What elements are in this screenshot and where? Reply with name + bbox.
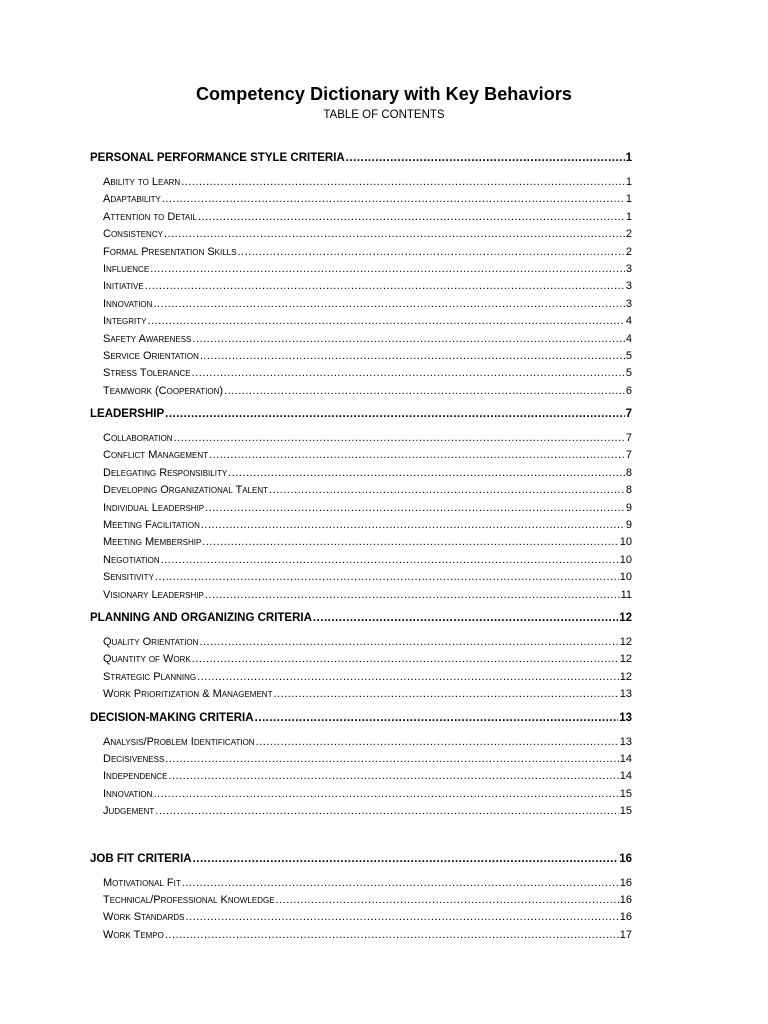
- toc-entry-label: Innovation: [103, 297, 153, 310]
- toc-entry-label: Integrity: [103, 315, 147, 328]
- toc-leader-dots: [209, 447, 625, 464]
- toc-entry[interactable]: [103, 191, 632, 208]
- toc-leader-dots: [165, 927, 619, 944]
- toc-leader-dots: [276, 892, 619, 909]
- toc-entry-label: Work Standards: [103, 911, 185, 924]
- toc-entry-page: 4: [625, 332, 632, 345]
- toc-leader-dots: [174, 430, 625, 447]
- toc-leader-dots: [228, 465, 625, 482]
- toc-entry-page: 4: [625, 315, 632, 328]
- toc-section-page: 12: [619, 611, 632, 624]
- toc-entry-page: 8: [625, 466, 632, 479]
- toc-section: [90, 849, 632, 945]
- toc-entry-label: Developing Organizational Talent: [103, 484, 269, 497]
- toc-section-label: DECISION-MAKING CRITERIA: [90, 711, 254, 724]
- toc-entry-label: Meeting Membership: [103, 536, 202, 549]
- document-title: Competency Dictionary with Key Behaviors: [195, 84, 573, 104]
- toc-leader-dots: [202, 534, 618, 551]
- toc-section-page: 13: [619, 711, 632, 724]
- toc-entry-label: Visionary Leadership: [103, 588, 204, 601]
- toc-leader-dots: [197, 669, 619, 686]
- toc-leader-dots: [150, 261, 625, 278]
- toc-entry-label: Teamwork (Cooperation): [103, 384, 224, 397]
- toc-entry-label: Influence: [103, 262, 150, 275]
- toc-leader-dots: [168, 768, 618, 785]
- toc-section-label: PLANNING AND ORGANIZING CRITERIA: [90, 611, 312, 624]
- toc-leader-dots: [192, 331, 624, 348]
- toc-entry-page: 3: [625, 262, 632, 275]
- toc-leader-dots: [153, 786, 618, 803]
- toc-leader-dots: [237, 244, 624, 261]
- toc-entry-label: Strategic Planning: [103, 670, 197, 683]
- toc-leader-dots: [148, 313, 625, 330]
- toc-leader-dots: [313, 608, 618, 628]
- toc-entry-label: Motivational Fit: [103, 876, 181, 889]
- toc-entry[interactable]: [103, 261, 632, 278]
- toc-section-page: 7: [625, 408, 632, 421]
- toc-entry-label: Meeting Facilitation: [103, 519, 200, 532]
- toc-entry[interactable]: [103, 296, 632, 313]
- toc-section-heading[interactable]: [90, 708, 632, 728]
- toc-section-label: JOB FIT CRITERIA: [90, 852, 192, 865]
- toc-entry-page: 15: [619, 787, 632, 800]
- toc-entry-label: Quantity of Work: [103, 653, 191, 666]
- toc-entry[interactable]: [103, 447, 632, 464]
- toc-entry-page: 13: [619, 688, 632, 701]
- toc-entry[interactable]: [103, 569, 632, 586]
- toc-entry[interactable]: [103, 348, 632, 365]
- toc-entry-page: 7: [625, 432, 632, 445]
- toc-entry[interactable]: [103, 927, 632, 944]
- toc-entry-page: 13: [619, 735, 632, 748]
- toc-entry[interactable]: [103, 803, 632, 820]
- toc-entry[interactable]: [103, 313, 632, 330]
- toc-entry[interactable]: [103, 786, 632, 803]
- toc-entry-label: Attention to Detail: [103, 210, 197, 223]
- toc-section-heading[interactable]: [90, 404, 632, 424]
- toc-entry[interactable]: [103, 651, 632, 668]
- toc-entry-label: Decisiveness: [103, 752, 165, 765]
- toc-entry-label: Quality Orientation: [103, 635, 199, 648]
- toc-entry-label: Conflict Management: [103, 449, 209, 462]
- toc-entry-page: 7: [625, 449, 632, 462]
- toc-entry-label: Formal Presentation Skills: [103, 245, 237, 258]
- document-subtitle: TABLE OF CONTENTS: [323, 109, 445, 121]
- toc-entry-label: Judgement: [103, 805, 155, 818]
- toc-entry[interactable]: [103, 517, 632, 534]
- toc-entry-label: Stress Tolerance: [103, 367, 191, 380]
- toc-leader-dots: [346, 148, 625, 168]
- toc-leader-dots: [165, 751, 618, 768]
- toc-entry-page: 12: [619, 635, 632, 648]
- toc-entry-page: 16: [619, 893, 632, 906]
- toc-leader-dots: [155, 569, 619, 586]
- toc-entry-label: Consistency: [103, 228, 163, 241]
- toc-entry-page: 5: [625, 349, 632, 362]
- toc-entry-page: 14: [619, 752, 632, 765]
- toc-entry[interactable]: [103, 892, 632, 909]
- toc-entry[interactable]: [103, 278, 632, 295]
- toc-leader-dots: [193, 849, 619, 869]
- toc-entry[interactable]: [103, 331, 632, 348]
- toc-entry[interactable]: [103, 734, 632, 751]
- toc-entry-page: 10: [619, 571, 632, 584]
- toc-entry-label: Analysis/Problem Identification: [103, 735, 255, 748]
- toc-entry[interactable]: [103, 482, 632, 499]
- toc-entry-page: 12: [619, 653, 632, 666]
- toc-entry-page: 2: [625, 228, 632, 241]
- toc-entry-label: Ability to Learn: [103, 176, 181, 188]
- toc-entry-label: Negotiation: [103, 553, 160, 566]
- toc-entry-page: 17: [619, 928, 632, 941]
- toc-leader-dots: [198, 209, 625, 226]
- toc-entry[interactable]: [103, 552, 632, 569]
- toc-entry-label: Innovation: [103, 787, 153, 800]
- toc-entry-page: 3: [625, 297, 632, 310]
- toc-leader-dots: [224, 383, 625, 400]
- toc-leader-dots: [161, 552, 619, 569]
- toc-entry[interactable]: [103, 244, 632, 261]
- toc-entry[interactable]: [103, 430, 632, 447]
- toc-entry[interactable]: [103, 669, 632, 686]
- toc-leader-dots: [255, 708, 619, 728]
- toc-leader-dots: [269, 482, 625, 499]
- table-of-contents: [90, 148, 632, 948]
- toc-entry-page: 1: [625, 210, 632, 223]
- toc-entry-page: 8: [625, 484, 632, 497]
- toc-entry[interactable]: [103, 209, 632, 226]
- toc-leader-dots: [200, 348, 625, 365]
- toc-entry[interactable]: [103, 634, 632, 651]
- toc-entry-label: Adaptability: [103, 193, 161, 206]
- toc-entry-label: Delegating Responsibility: [103, 466, 228, 479]
- toc-section-heading[interactable]: [90, 608, 632, 628]
- toc-entry[interactable]: [103, 587, 632, 604]
- toc-entry-label: Independence: [103, 770, 168, 783]
- toc-leader-dots: [145, 278, 625, 295]
- toc-entry[interactable]: [103, 768, 632, 785]
- toc-entry[interactable]: [103, 465, 632, 482]
- toc-entry-page: 1: [625, 176, 632, 188]
- toc-entry-label: Individual Leadership: [103, 501, 205, 514]
- toc-entry-label: Collaboration: [103, 432, 173, 445]
- toc-entry-label: Service Orientation: [103, 349, 199, 362]
- toc-entry-label: Technical/Professional Knowledge: [103, 893, 275, 906]
- toc-entry-page: 1: [625, 193, 632, 206]
- toc-leader-dots: [256, 734, 619, 751]
- toc-entry-page: 10: [619, 553, 632, 566]
- toc-entry-label: Sensitivity: [103, 571, 154, 584]
- toc-entry-page: 16: [619, 876, 632, 889]
- toc-leader-dots: [165, 404, 624, 424]
- toc-entry[interactable]: [103, 686, 632, 703]
- toc-entry-page: 12: [619, 670, 632, 683]
- toc-leader-dots: [162, 191, 625, 208]
- toc-section-heading[interactable]: [90, 849, 632, 869]
- toc-entry[interactable]: [103, 174, 632, 191]
- toc-leader-dots: [155, 803, 618, 820]
- toc-entry-label: Work Prioritization & Management: [103, 688, 273, 701]
- toc-section-page: 16: [619, 852, 632, 865]
- toc-entry-page: 9: [625, 519, 632, 532]
- toc-section-label: LEADERSHIP: [90, 408, 165, 421]
- toc-leader-dots: [201, 517, 625, 534]
- toc-entry-page: 15: [619, 805, 632, 818]
- toc-leader-dots: [181, 174, 625, 191]
- toc-section-label: PERSONAL PERFORMANCE STYLE CRITERIA: [90, 152, 345, 164]
- toc-entry[interactable]: [103, 875, 632, 892]
- toc-entry-page: 3: [625, 280, 632, 293]
- toc-leader-dots: [273, 686, 618, 703]
- toc-section: [90, 148, 632, 400]
- toc-leader-dots: [164, 226, 625, 243]
- toc-entry-page: 16: [619, 911, 632, 924]
- toc-leader-dots: [192, 651, 619, 668]
- toc-entry[interactable]: [103, 751, 632, 768]
- toc-leader-dots: [153, 296, 624, 313]
- toc-leader-dots: [205, 500, 625, 517]
- toc-entry[interactable]: [103, 909, 632, 926]
- toc-section: [90, 404, 632, 604]
- toc-entry[interactable]: [103, 500, 632, 517]
- toc-leader-dots: [205, 587, 620, 604]
- toc-leader-dots: [199, 634, 618, 651]
- toc-section-heading[interactable]: [90, 148, 632, 168]
- toc-section-page: 1: [625, 152, 632, 164]
- toc-entry-page: 9: [625, 501, 632, 514]
- toc-entry[interactable]: [103, 534, 632, 551]
- toc-entry-page: 2: [625, 245, 632, 258]
- toc-leader-dots: [186, 909, 619, 926]
- toc-leader-dots: [192, 365, 625, 382]
- toc-entry-label: Initiative: [103, 280, 144, 293]
- toc-section: [90, 608, 632, 704]
- toc-entry-page: 5: [625, 367, 632, 380]
- toc-entry[interactable]: [103, 383, 632, 400]
- toc-entry[interactable]: [103, 226, 632, 243]
- toc-entry-page: 11: [620, 588, 632, 601]
- toc-entry[interactable]: [103, 365, 632, 382]
- toc-entry-page: 10: [619, 536, 632, 549]
- toc-entry-label: Work Tempo: [103, 928, 164, 941]
- toc-entry-label: Safety Awareness: [103, 332, 192, 345]
- toc-entry-page: 14: [619, 770, 632, 783]
- toc-entry-page: 6: [625, 384, 632, 397]
- toc-leader-dots: [182, 875, 619, 892]
- toc-section: [90, 708, 632, 821]
